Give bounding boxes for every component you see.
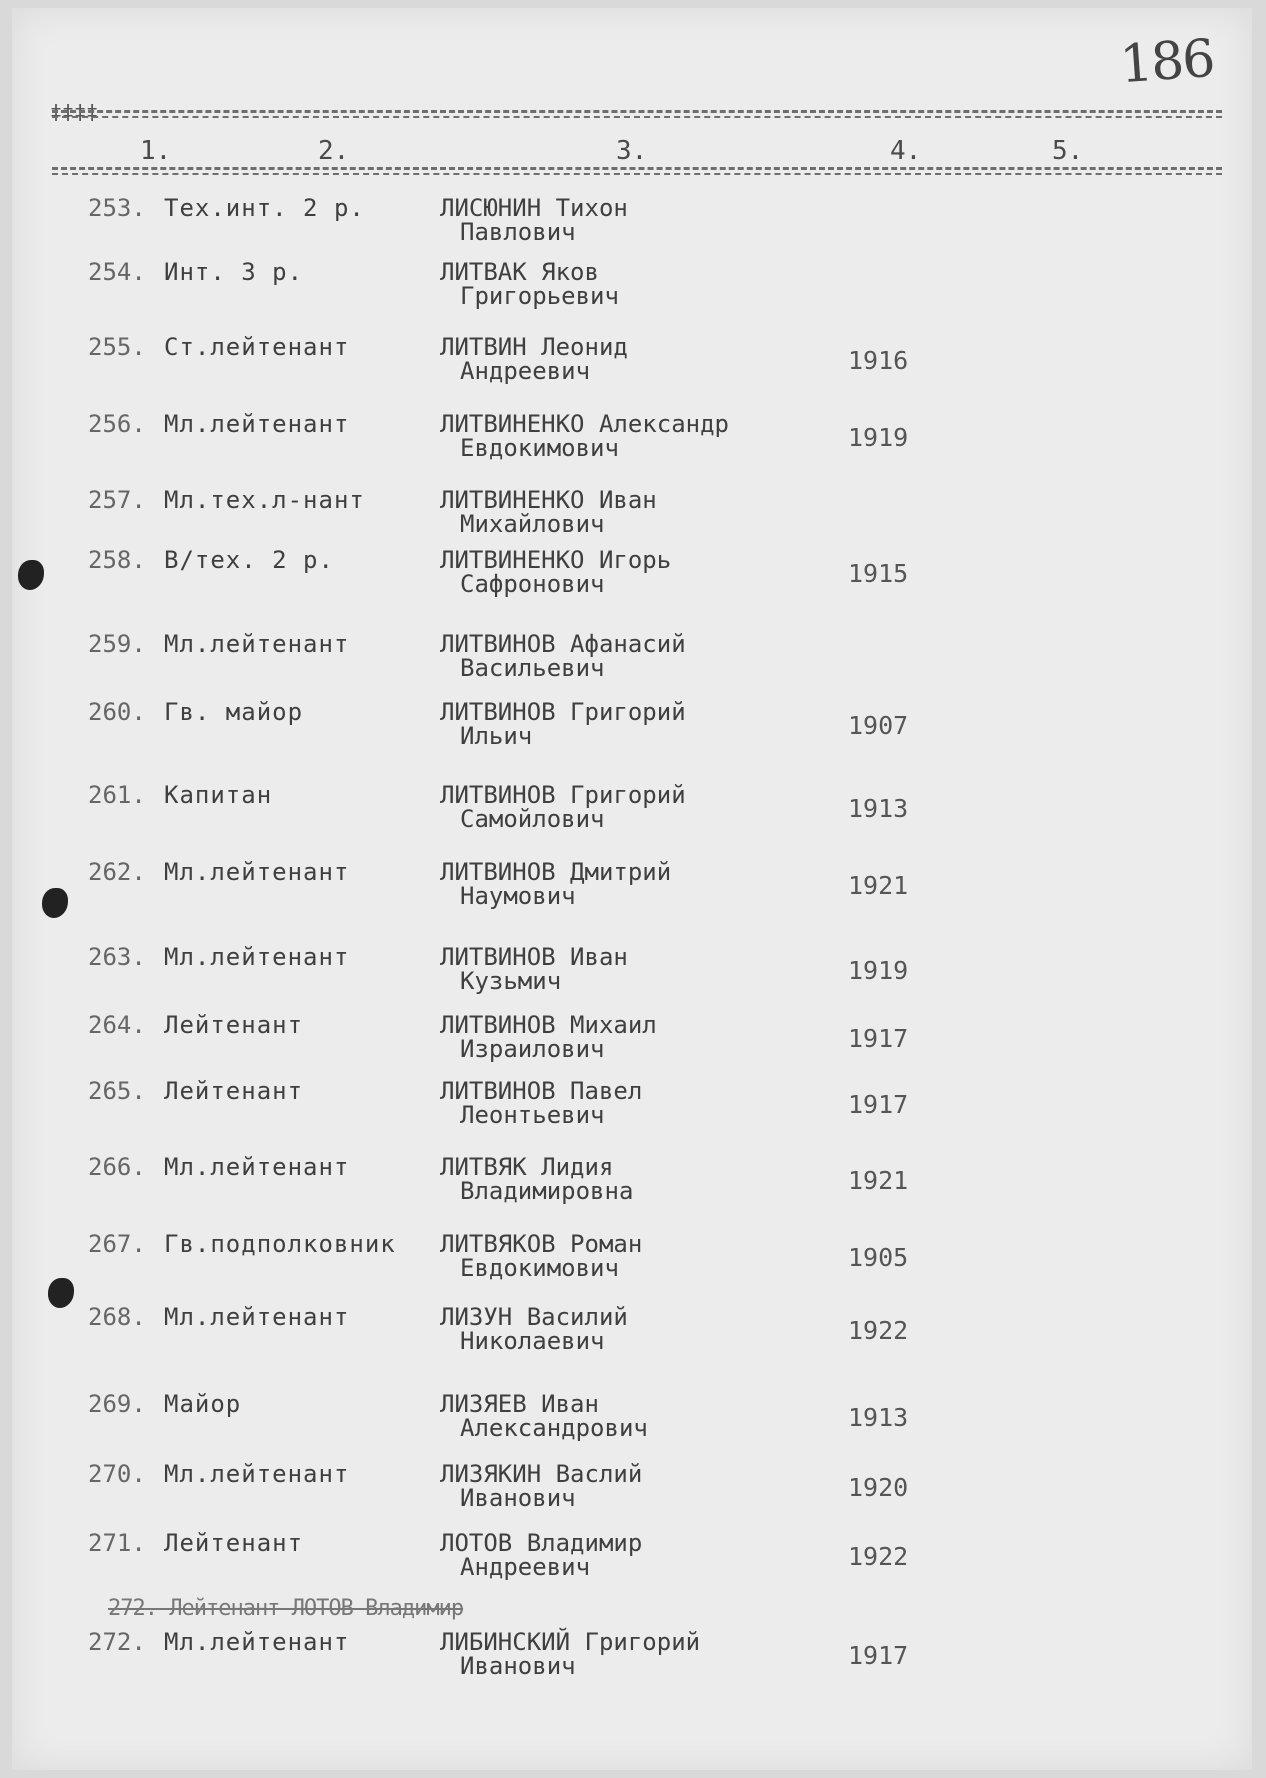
entry-patronymic: Николаевич [460,1327,605,1355]
entry-birth-year: 1921 [848,871,909,900]
entry-number: 253. [88,194,146,222]
entry-name: ЛОТОВ Владимир [440,1529,643,1557]
entry-name: ЛИТВЯК Лидия [440,1153,614,1181]
entry-rank: Мл.тех.л-нант [164,486,365,514]
entry-patronymic: Евдокимович [460,434,619,462]
entry-number: 272. [88,1628,146,1656]
entry-patronymic: Сафронович [460,570,605,598]
entry-rank: Мл.лейтенант [164,1460,350,1488]
entry-name: ЛИЗЯЕВ Иван [440,1390,599,1418]
entry-name: ЛИБИНСКИЙ Григорий [440,1628,701,1656]
entry-birth-year: 1917 [848,1090,909,1119]
entry-patronymic: Павлович [460,218,576,246]
entry-name: ЛИТВИНЕНКО Игорь [440,546,672,574]
entry-birth-year: 1920 [848,1473,909,1502]
entry-rank: Мл.лейтенант [164,630,350,658]
entry-patronymic: Наумович [460,882,576,910]
entry-rank: Мл.лейтенант [164,1303,350,1331]
column-header-3: 3. [616,136,648,166]
entry-birth-year: 1917 [848,1024,909,1053]
entry-number: 266. [88,1153,146,1181]
entry-rank: Инт. 3 р. [164,258,304,286]
entry-birth-year: 1913 [848,794,909,823]
entry-name: ЛИСЮНИН Тихон [440,194,628,222]
entry-patronymic: Евдокимович [460,1254,619,1282]
binding-hole [48,1278,74,1308]
entry-number: 254. [88,258,146,286]
entry-number: 255. [88,333,146,361]
entry-number: 271. [88,1529,146,1557]
entry-birth-year: 1919 [848,956,909,985]
entry-rank: Лейтенант [164,1529,304,1557]
entry-name: ЛИТВИНЕНКО Иван [440,486,657,514]
entry-patronymic: Леонтьевич [460,1101,605,1129]
entry-name: ЛИЗУН Василий [440,1303,628,1331]
entry-name: ЛИТВИНОВ Павел [440,1077,643,1105]
column-header-5: 5. [1052,136,1084,166]
entry-rank: В/тех. 2 р. [164,546,334,574]
entry-birth-year: 1915 [848,559,909,588]
entry-number: 264. [88,1011,146,1039]
entry-patronymic: Васильевич [460,654,605,682]
entry-birth-year: 1921 [848,1166,909,1195]
entry-patronymic: Михайлович [460,510,605,538]
entry-name: ЛИТВИНОВ Михаил [440,1011,657,1039]
header-rule-top [52,110,1222,113]
entry-birth-year: 1905 [848,1243,909,1272]
entry-patronymic: Андреевич [460,357,591,385]
entry-patronymic: Григорьевич [460,282,619,310]
entry-patronymic: Владимировна [460,1177,634,1205]
entry-number: 269. [88,1390,146,1418]
entry-name: ЛИЗЯКИН Васлий [440,1460,643,1488]
document-page [12,8,1252,1770]
entry-number: 258. [88,546,146,574]
column-header-2: 2. [318,136,350,166]
entry-name: ЛИТВИНОВ Григорий [440,698,686,726]
entry-number: 260. [88,698,146,726]
entry-number: 259. [88,630,146,658]
struck-line: 272. Лейтенант ЛОТОВ Владимир [108,1596,464,1621]
column-header-1: 1. [140,136,172,166]
header-marks: ‡‡‡‡ [50,100,99,124]
entry-number: 270. [88,1460,146,1488]
entry-number: 257. [88,486,146,514]
entry-number: 256. [88,410,146,438]
entry-patronymic: Александрович [460,1414,648,1442]
page-number: 186 [1118,28,1216,96]
entry-birth-year: 1922 [848,1542,909,1571]
entry-rank: Лейтенант [164,1077,304,1105]
binding-hole [42,888,68,918]
entry-rank: Мл.лейтенант [164,1153,350,1181]
entry-patronymic: Иванович [460,1484,576,1512]
entry-patronymic: Израилович [460,1035,605,1063]
header-rule-top-2 [52,116,1222,118]
entry-birth-year: 1917 [848,1641,909,1670]
header-rule-bottom [52,167,1222,170]
entry-number: 262. [88,858,146,886]
entry-number: 263. [88,943,146,971]
entry-name: ЛИТВАК Яков [440,258,599,286]
entry-name: ЛИТВИНОВ Афанасий [440,630,686,658]
entry-birth-year: 1916 [848,346,909,375]
entry-name: ЛИТВИН Леонид [440,333,628,361]
entry-name: ЛИТВИНЕНКО Александр [440,410,729,438]
entry-rank: Лейтенант [164,1011,304,1039]
entry-patronymic: Самойлович [460,805,605,833]
entry-rank: Гв.подполковник [164,1230,396,1258]
entry-birth-year: 1907 [848,711,909,740]
entry-birth-year: 1913 [848,1403,909,1432]
entry-number: 265. [88,1077,146,1105]
entry-number: 267. [88,1230,146,1258]
entry-rank: Мл.лейтенант [164,410,350,438]
entry-name: ЛИТВЯКОВ Роман [440,1230,643,1258]
entry-name: ЛИТВИНОВ Иван [440,943,628,971]
entry-rank: Гв. майор [164,698,304,726]
entry-rank: Тех.инт. 2 р. [164,194,365,222]
entry-patronymic: Иванович [460,1652,576,1680]
entry-patronymic: Кузьмич [460,967,562,995]
column-header-4: 4. [890,136,922,166]
entry-rank: Майор [164,1390,242,1418]
entry-name: ЛИТВИНОВ Дмитрий [440,858,672,886]
entry-rank: Капитан [164,781,273,809]
entry-number: 261. [88,781,146,809]
entry-number: 268. [88,1303,146,1331]
entry-patronymic: Ильич [460,722,533,750]
entry-patronymic: Андреевич [460,1553,591,1581]
entry-rank: Ст.лейтенант [164,333,350,361]
entry-name: ЛИТВИНОВ Григорий [440,781,686,809]
entry-rank: Мл.лейтенант [164,858,350,886]
entry-rank: Мл.лейтенант [164,943,350,971]
entry-birth-year: 1919 [848,423,909,452]
header-rule-bottom-2 [52,173,1222,175]
binding-hole [18,560,44,590]
entry-rank: Мл.лейтенант [164,1628,350,1656]
entry-birth-year: 1922 [848,1316,909,1345]
